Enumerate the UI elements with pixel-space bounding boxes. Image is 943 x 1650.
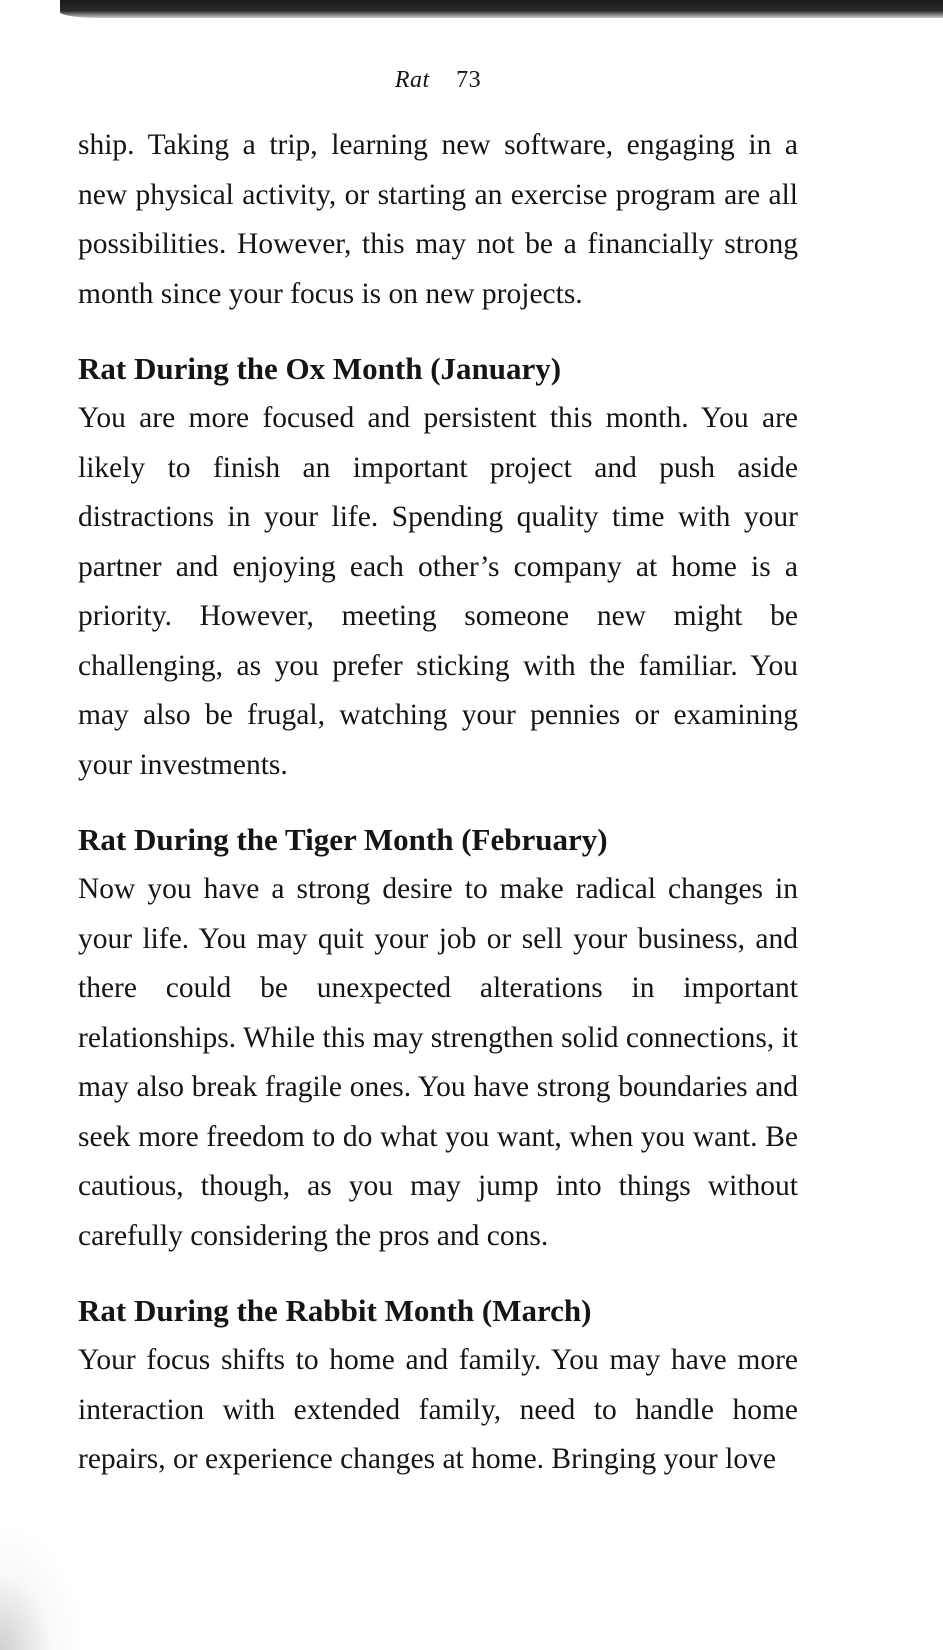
page-number: 73 <box>456 67 482 93</box>
heading-rabbit-month: Rat During the Rabbit Month (March) <box>78 1293 592 1328</box>
page-corner-shadow <box>0 1530 80 1650</box>
heading-tiger-month: Rat During the Tiger Month (February) <box>78 822 608 857</box>
paragraph-rabbit-month: Your focus shifts to home and family. You may have more interaction with extended family, need to handle home repairs, or experience changes at home. Bringing your love <box>78 1344 798 1475</box>
running-head <box>78 58 798 102</box>
paragraph-tiger-month: Now you have a strong desire to make radical changes in your life. You may quit your job or sell your business, and there could be unexpected alterations in important relationships. While this may strengthen solid connections, it may also break fragile ones. You have strong boundaries and seek more freedom to do what you want, when you want. Be cautious, though, as you may jump into things without carefully considering the pros and cons. <box>78 873 798 1252</box>
heading-ox-month: Rat During the Ox Month (January) <box>78 351 562 386</box>
page-top-edge-shadow <box>60 0 943 18</box>
paragraph-ox-month: You are more focused and persistent this month. You are likely to finish an important project and push aside distractions in your life. Spending quality time with your partner and enjoying each other’s company at home is a priority. However, meeting someone new might be challenging, as you prefer sticking with the familiar. You may also be frugal, watching your pennies or examining your investments. <box>78 402 798 781</box>
running-head-section: Rat <box>394 67 430 93</box>
book-page <box>78 58 798 1485</box>
paragraph-continued: ship. Taking a trip, learning new software, engaging in a new physical activity, or starting an exercise program are all possibilities. However, this may not be a financially strong month since your focus is on new projects. <box>78 129 798 310</box>
